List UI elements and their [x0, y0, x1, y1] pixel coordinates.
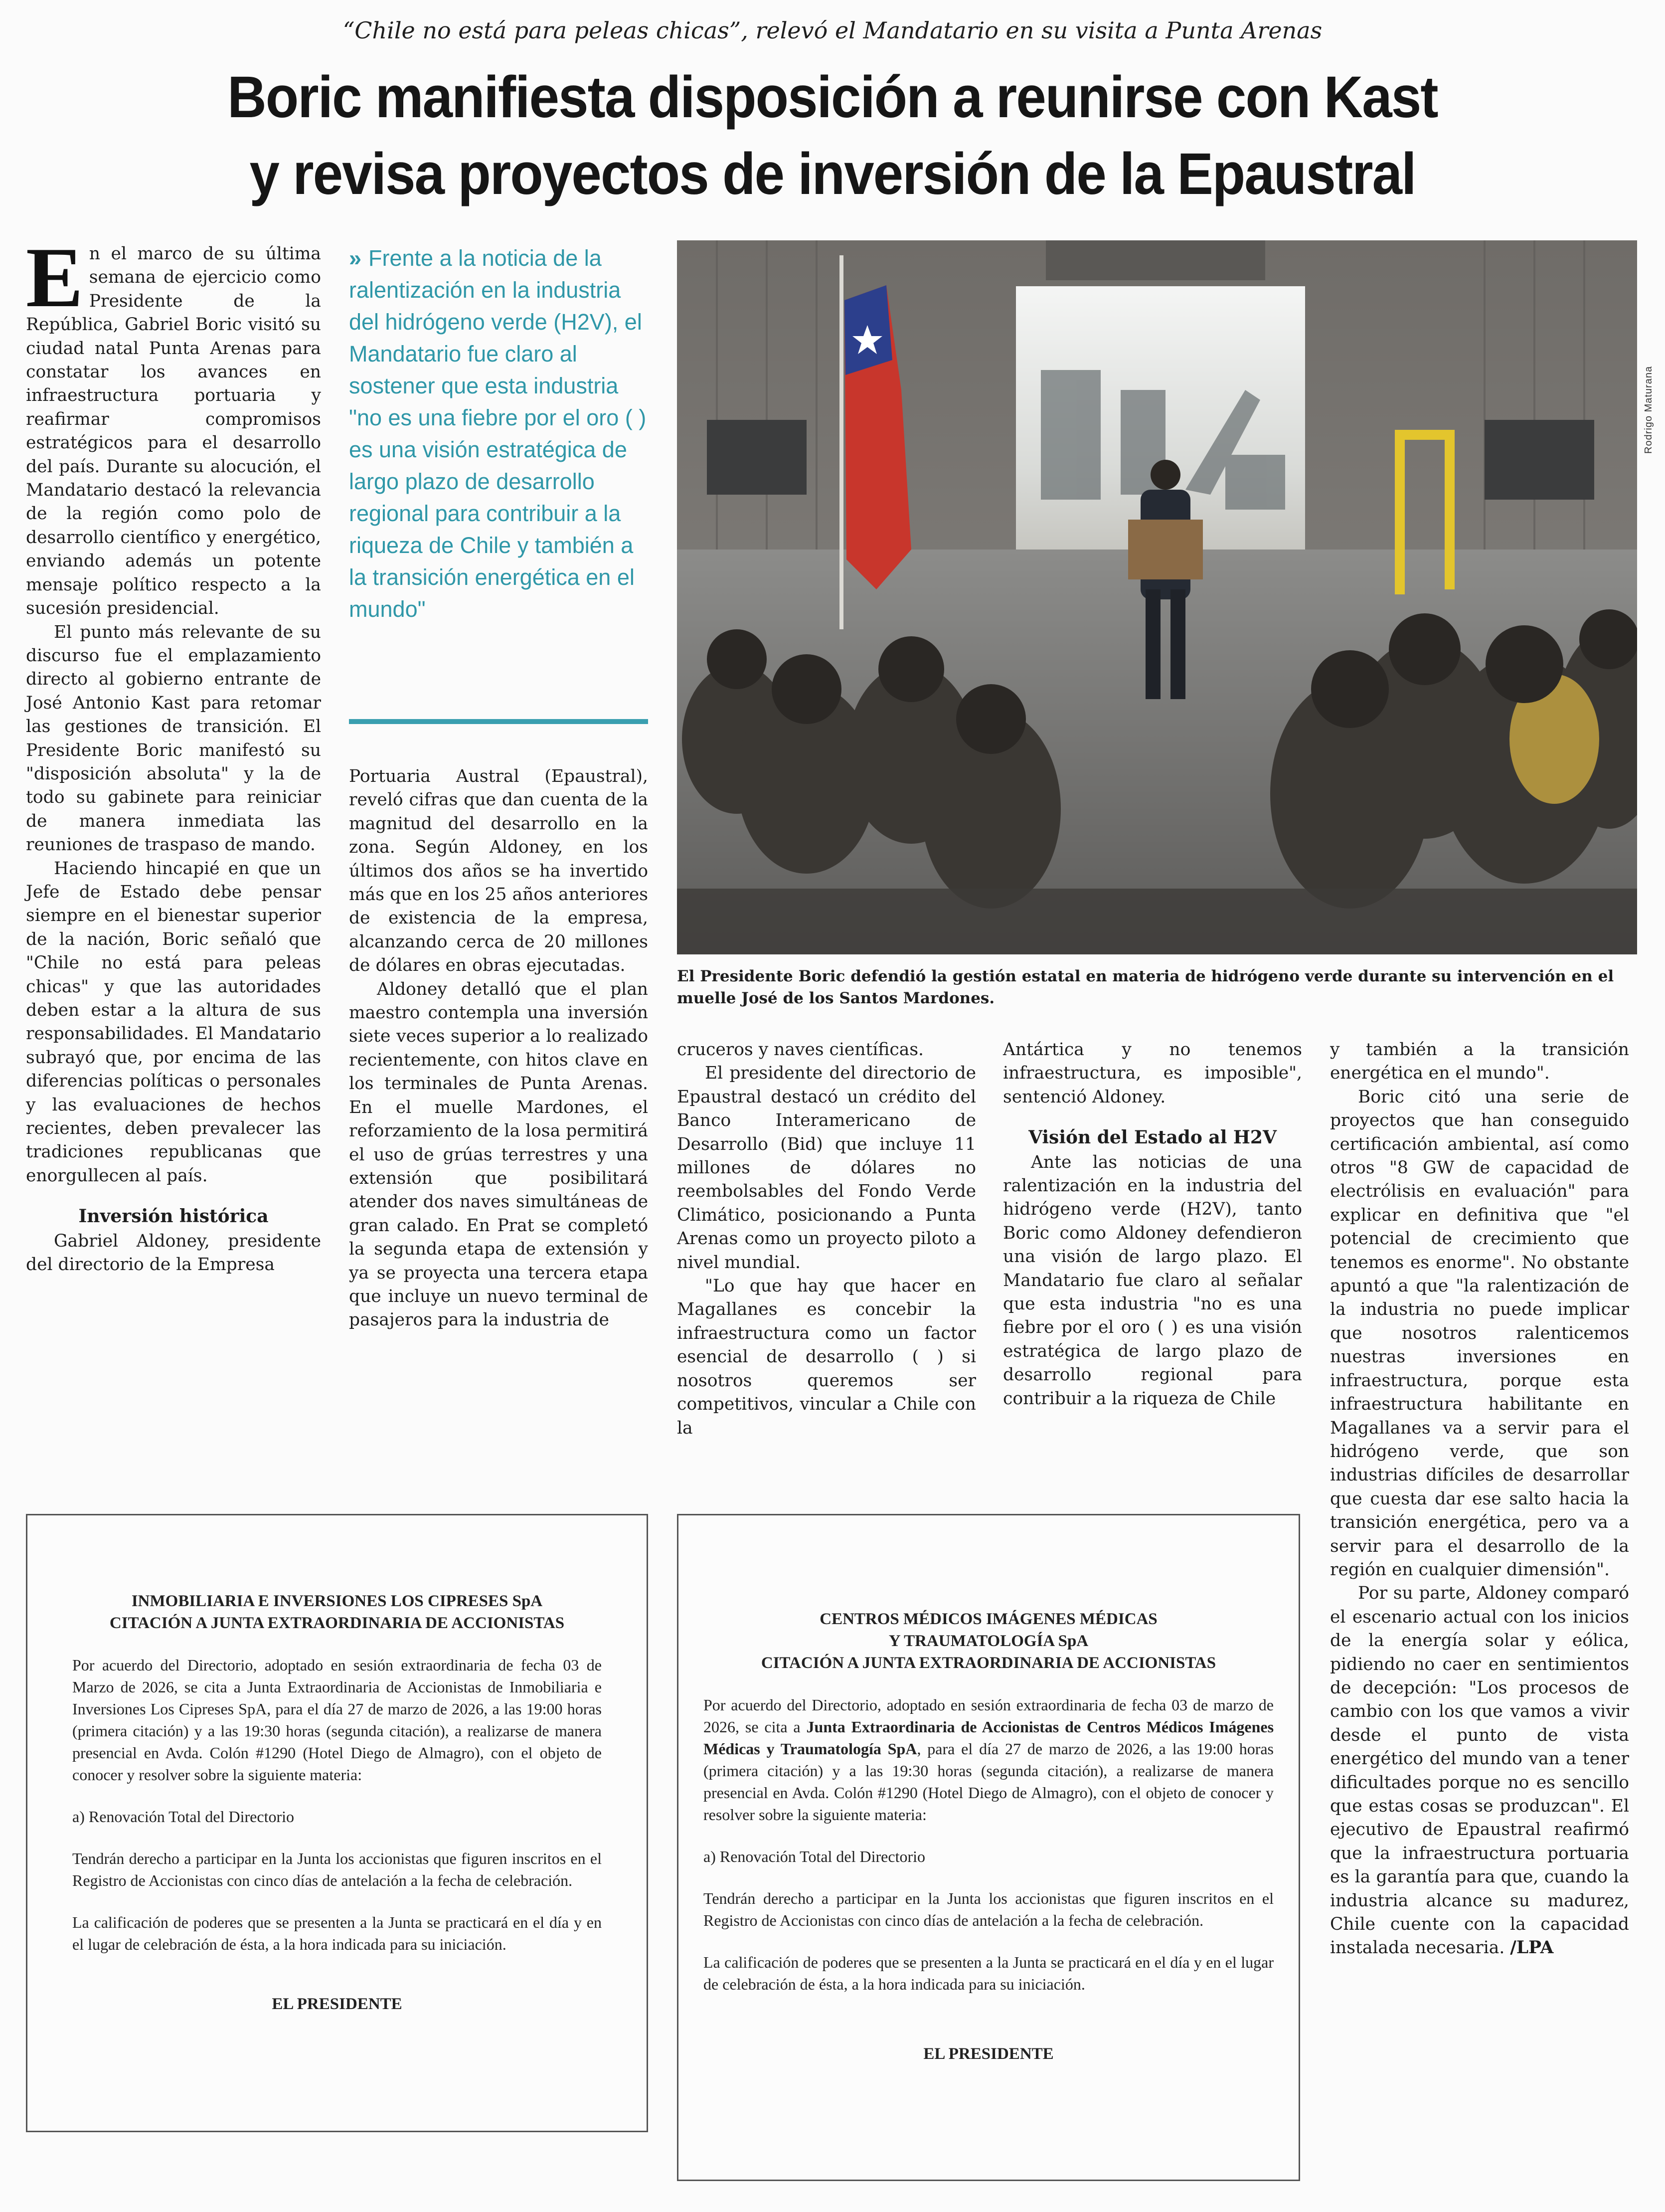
- col5-paragraph-3: [1330, 1582, 1629, 1960]
- headline: [94, 59, 1571, 212]
- col1-paragraph-1: n el marco de su última semana de ejercicio como Presidente de la República, Gabriel Boric visitó su ciudad natal Punta Arenas para constatar los avances en infraestructura portuaria y reafirmar compromisos estratégicos para el desarrollo del país. Durante su alocución, el Mandatario destacó la relevancia de la región como polo de desarrollo científico y energético, enviando además un potente mensaje político respecto a la sucesión presidencial.: [26, 244, 321, 619]
- headline-line-2: y revisa proyectos de inversión de la Epaustral: [249, 141, 1416, 207]
- subhead-inversion-historica: Inversión histórica: [78, 1206, 269, 1227]
- column-1: [26, 230, 321, 1277]
- col2-paragraph-1: Portuaria Austral (Epaustral), reveló cifras que dan cuenta de la magnitud del desarrollo en la zona. Según Aldoney, en los últimos dos años se ha invertido más que en los 25 años anteriores de existencia de la empresa, alcanzando cerca de 20 millones de dólares en obras ejecutadas.: [349, 766, 648, 976]
- signoff: /LPA: [1510, 1938, 1554, 1958]
- notice2-paragraph-1: [703, 1694, 1274, 1826]
- notice2-p1-start: Por acuerdo del Directorio, adoptado en sesión extraordinaria de fecha 03 de marzo de 2026, se cita a: [703, 1696, 1274, 1736]
- photo-illustration: [677, 240, 1637, 954]
- headline-line-1: Boric manifiesta disposición a reunirse con Kast: [227, 64, 1438, 130]
- legal-notice-2: [677, 1514, 1300, 2181]
- notice1-company: INMOBILIARIA E INVERSIONES LOS CIPRESES SpA: [131, 1592, 543, 1610]
- col3-paragraph-3: "Lo que hay que hacer en Magallanes es concebir la infraestructura como un factor esencial de desarrollo ( ) si nosotros queremos ser competitivos, vincular a Chile con la: [677, 1276, 976, 1438]
- subhead-vision-estado: Visión del Estado al H2V: [1028, 1127, 1277, 1148]
- photo-caption: El Presidente Boric defendió la gestión estatal en materia de hidrógeno verde durante su intervención en el muelle José de los Santos Mardones.: [677, 967, 1614, 1007]
- col2-paragraph-2: Aldoney detalló que el plan maestro contempla una inversión siete veces superior a lo realizado recientemente, con hitos clave en los terminales de Punta Arenas. En el muelle Mardones, el reforzamiento de la losa permitirá el uso de grúas terrestres y una extensión que posibilitará atender dos naves simultáneas de gran calado. En Prat se completó la segunda etapa de extensión y ya se proyecta una tercera etapa que incluye un nuevo terminal de pasajeros para la industria de: [349, 979, 648, 1330]
- pull-quote: [349, 242, 648, 625]
- notice2-paragraph-2: Tendrán derecho a participar en la Junta los accionistas que figuren inscritos en el Registro de Accionistas con cinco días de antelación a la fecha de celebración.: [703, 1889, 1274, 1929]
- col4-paragraph-2: Ante las noticias de una ralentización en la industria del hidrógeno verde (H2V), tanto Boric como Aldoney defendieron una visión de largo plazo. El Mandatario fue claro al señalar que esta industria "no es una fiebre por el oro ( ) es una visión estratégica de largo plazo de desarrollo regional para contribuir a la riqueza de Chile: [1003, 1152, 1302, 1409]
- column-3: [677, 1038, 976, 1440]
- notice2-p1-end: , para el día 27 de marzo de 2026, a las 19:00 horas (primera citación) y a las 19:30 horas (segunda citación), a realizarse de manera presencial en Avda. Colón #1290 (Hotel Diego de Almagro), con el objeto de conocer y resolver sobre la siguiente materia:: [703, 1740, 1274, 1824]
- legal-notice-1: [26, 1514, 648, 2132]
- col3-paragraph-2: El presidente del directorio de Epaustral destacó un crédito del Banco Interamericano de Desarrollo (Bid) que incluye 11 millones de dólares no reembolsables del Fondo Verde Climático, posicionando a Punta Arenas como un proyecto piloto a nivel mundial.: [677, 1063, 976, 1273]
- column-4: [1003, 1038, 1302, 1411]
- notice2-paragraph-3: La calificación de poderes que se presenten a la Junta se practicará en el día y en el lugar de celebración de ésta, a la hora indicada para su iniciación.: [703, 1953, 1274, 1993]
- notice1-item: a) Renovación Total del Directorio: [72, 1808, 295, 1826]
- col1-paragraph-2: El punto más relevante de su discurso fue el emplazamiento directo al gobierno entrante de José Antonio Kast para retomar las gestiones de transición. El Presidente Boric manifestó su "disposición absoluta" y la de todo su gabinete para reiniciar de manera inmediata las reuniones de traspaso de mando.: [26, 622, 321, 855]
- column-2: [349, 765, 648, 1332]
- column-5: [1330, 1038, 1629, 1960]
- notice1-title: CITACIÓN A JUNTA EXTRAORDINARIA DE ACCIONISTAS: [109, 1614, 565, 1632]
- col5-paragraph-2: Boric citó una serie de proyectos que han conseguido certificación ambiental, así como otros "8 GW de capacidad de electrólisis en evaluación" para explicar en definitiva que "el potencial de crecimiento que tenemos es enorme". No obstante apuntó a que "la ralentización de la industria no puede implicar que nosotros ralenticemos nuestras inversiones en infraestructura, porque esta infraestructura habilitante en Magallanes va a servir para el hidrógeno verde, que son industrias difíciles de desarrollar que cuesta dar ese salto hacia la transición energética, pero va a servir para el desarrollo de la región en cualquier dimensión".: [1330, 1087, 1629, 1580]
- notice2-item: a) Renovación Total del Directorio: [703, 1847, 926, 1865]
- chevron-icon: »: [349, 245, 362, 271]
- col1-paragraph-4: Gabriel Aldoney, presidente del directorio de la Empresa: [26, 1231, 321, 1275]
- notice2-p1-bold: Junta Extraordinaria de Accionistas de Centros Médicos Imágenes Médicas y Traumatología SpA: [703, 1718, 1274, 1758]
- dropcap: E: [26, 230, 83, 325]
- col5-paragraph-3-text: Por su parte, Aldoney comparó el escenario actual con los inicios de la energía solar y eólica, pidiendo no caer en sentimientos de decepción: "Los procesos de cambio con los que vamos a vivir desde el punto de vista energético del mundo van a tener dificultades porque no es sencillo que estas cosas se produzcan". El ejecutivo de Epaustral reafirmó que la infraestructura portuaria es la garantía para que, cuando la industria alcance su madurez, Chile cuente con la capacidad instalada necesaria.: [1330, 1583, 1629, 1958]
- pull-quote-text: Frente a la noticia de la ralentización en la industria del hidrógeno verde (H2V), el Mandatario fue claro al sostener que esta industria "no es una fiebre por el oro ( ) es una visión estratégica de largo plazo de desarrollo regional para contribuir a la riqueza de Chile y también a la transición energética en el mundo": [349, 245, 647, 622]
- col3-paragraph-1: cruceros y naves científicas.: [677, 1040, 924, 1060]
- col1-paragraph-3: Haciendo hincapié en que un Jefe de Estado debe pensar siempre en el bienestar superior de la nación, Boric señaló que "Chile no está para peleas chicas" y que las autoridades deben estar a la altura de sus responsabilidades. El Mandatario subrayó que, por encima de las diferencias políticas o personales y las evaluaciones de hechos recientes, deben prevalecer las tradiciones republicanas que enorgullecen al país.: [26, 858, 321, 1186]
- notice1-paragraph-2: Tendrán derecho a participar en la Junta los accionistas que figuren inscritos en el Registro de Accionistas con cinco días de antelación a la fecha de celebración.: [72, 1849, 602, 1889]
- notice2-company-line-2: Y TRAUMATOLOGÍA SpA: [888, 1632, 1089, 1650]
- notice2-company-line-1: CENTROS MÉDICOS IMÁGENES MÉDICAS: [820, 1610, 1158, 1628]
- kicker: “Chile no está para peleas chicas”, relevó el Mandatario en su visita a Punta Arenas: [342, 17, 1323, 44]
- news-photo: [677, 240, 1637, 954]
- photo-credit: Rodrigo Maturana: [1643, 366, 1654, 454]
- col5-paragraph-1: y también a la transición energética en el mundo".: [1330, 1040, 1629, 1084]
- notice1-paragraph-3: La calificación de poderes que se presenten a la Junta se practicará en el día y en el lugar de celebración de ésta, a la hora indicada para su iniciación.: [72, 1913, 602, 1953]
- notice1-paragraph-1: Por acuerdo del Directorio, adoptado en sesión extraordinaria de fecha 03 de Marzo de 2026, se cita a Junta Extraordinaria de Accionistas de Inmobiliaria e Inversiones Los Cipreses SpA, para el día 27 de marzo de 2026, a las 19:00 horas (primera citación) y a las 19:30 horas (segunda citación), a realizarse de manera presencial en Avda. Colón #1290 (Hotel Diego de Almagro), con el objeto de conocer y resolver sobre la siguiente materia:: [72, 1656, 602, 1784]
- col4-paragraph-1: Antártica y no tenemos infraestructura, es imposible", sentenció Aldoney.: [1003, 1040, 1302, 1107]
- pull-quote-rule: [349, 719, 648, 724]
- notice2-signature: EL PRESIDENTE: [923, 2045, 1054, 2063]
- notice2-title: CITACIÓN A JUNTA EXTRAORDINARIA DE ACCIONISTAS: [761, 1654, 1216, 1672]
- notice1-signature: EL PRESIDENTE: [272, 1995, 402, 2013]
